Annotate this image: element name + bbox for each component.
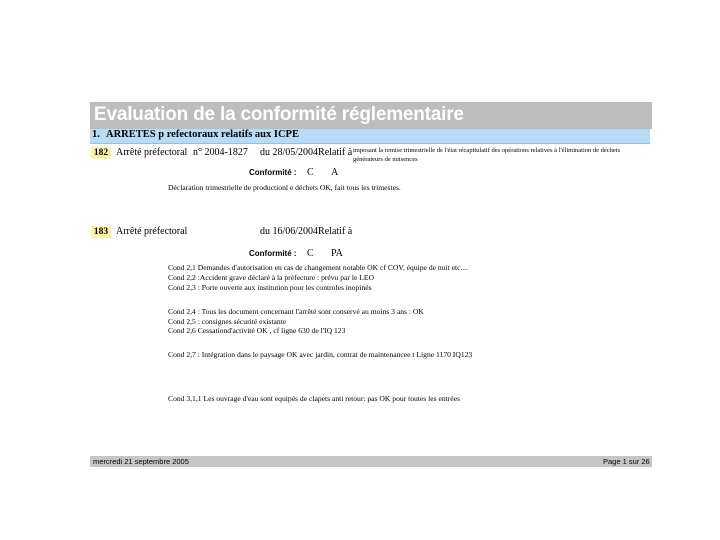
section-number: 1. [92, 129, 100, 140]
page-indicator: Page 1 sur 26 [603, 457, 650, 466]
record-type: Arrêté préfectoral [116, 147, 188, 158]
record-note: Cond 2,7 : Intégration dans le paysage OK avec jardin, contrat de maintenancee t Ligne 1170 IQ123 [168, 350, 473, 359]
record-note: Cond 2,2 :Accident grave déclaré à la préfecture : prévu par le LEO [168, 273, 374, 282]
report-title: Evaluation de la conformité réglementaire [94, 104, 464, 125]
conformite-value: A [331, 167, 339, 178]
record-reference: n° 2004-1827 [193, 147, 248, 158]
record-note: Cond 2,3 : Porte ouverte aux institution pour les controles inopinés [168, 283, 372, 292]
section-label: ARRETES p refectoraux relatifs aux ICPE [106, 129, 299, 140]
record-note: Cond 2,1 Demandes d'autorisation en cas de changement notable OK cf COV, équipe de nuit etc.... [168, 263, 469, 272]
record-note: Cond 2,4 : Tous les document concernant l'arrêté sont conservé au moins 3 ans : OK [168, 307, 424, 316]
record-note: Cond 3,1,1 Les ouvrage d'eau sont equipés de clapets anti retour: pas OK pour toutes les entrées [168, 394, 460, 403]
record-type: Arrêté préfectoral [116, 226, 188, 237]
conformite-code: C [307, 167, 314, 178]
record-note: Cond 2,6 Cessationd'activité OK , cf ligne 630 de l'IQ 123 [168, 326, 346, 335]
record-date: du 28/05/2004Relatif à [260, 147, 353, 158]
record-subject: imposant la remise trimestrielle de l'état récapitulatif des opérations relatives à l'élimination de déchets générateurs de nuisences [353, 147, 621, 163]
conformite-label: Conformité : [249, 168, 297, 177]
record-note: Cond 2,5 : consignes sécurité existante [168, 317, 287, 326]
record-number: 182 [91, 147, 111, 159]
conformite-value: PA [331, 248, 343, 259]
footer-date: mercredi 21 septembre 2005 [93, 457, 189, 466]
conformite-label: Conformité : [249, 249, 297, 258]
record-note: Déclaration trimestrielle de productionl e déchets OK, fait tous les trimestes. [168, 183, 401, 192]
record-date: du 16/06/2004Relatif à [260, 226, 353, 237]
record-number: 183 [91, 226, 111, 238]
conformite-code: C [307, 248, 314, 259]
